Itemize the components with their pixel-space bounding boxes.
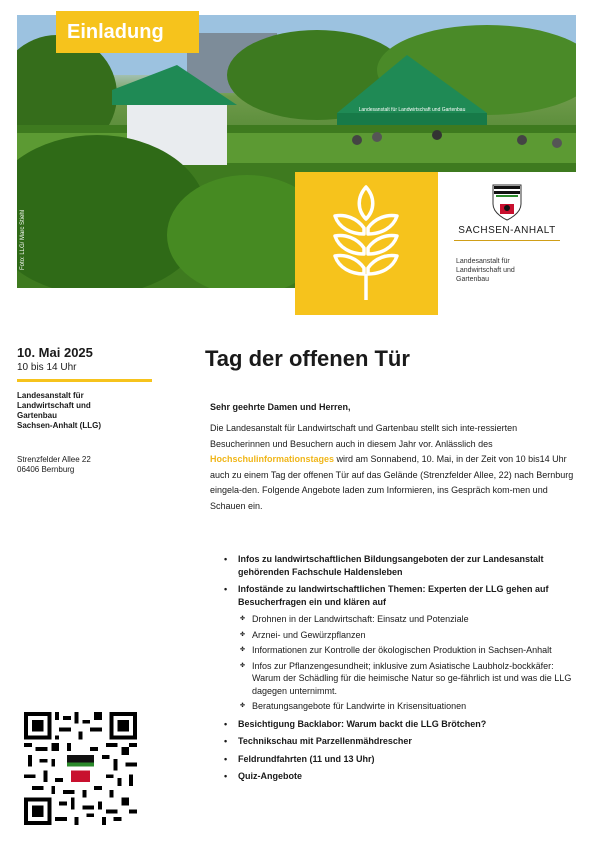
list-item-text: Quiz-Angebote [238,771,302,781]
intro-text: Die Landesanstalt für Landwirtschaft und Gartenbau stellt sich inte-ressierten Besucherinnen und Besuchern auch in diesem Jahr vor. Anlässlich des [210,423,518,449]
list-item [224,770,574,783]
address [17,455,91,475]
sub-list-item: ✤ Drohnen in der Landwirtschaft: Einsatz und Potenziale [238,613,574,626]
coat-of-arms-icon [490,182,524,222]
photo-credit: Foto: LLG/ Marc Stiehl [20,209,26,270]
list-item [224,753,574,766]
llg-logo-text [456,257,566,284]
llg-line: Gartenbau [456,276,490,283]
address-line: Strenzfelder Allee 22 [17,455,91,464]
list-item-text: Technikschau mit Parzellenmähdrescher [238,736,412,746]
sachsen-anhalt-logo-panel [438,172,576,315]
date-divider [17,379,152,382]
llg-line: Landwirtschaft und [456,267,515,274]
sub-list-item: ✤ Informationen zur Kontrolle der ökologischen Produktion in Sachsen-Anhalt [238,644,574,657]
intro-text: wird am Sonnabend, 10. Mai, in der Zeit von 10 bis14 Uhr auch zu einem Tag der offenen Tür auf das Gelände (Strenzfelder Allee, 22) nach Bernburg eingela-den. Folgende Angebote laden zum Informieren, ins Gespräch kom-men und Schauen ein. [210,454,574,511]
sachsen-anhalt-wordmark: SACHSEN-ANHALT [458,225,556,236]
org-line: Landwirtschaft und [17,401,91,410]
list-item [224,553,574,578]
offer-list [224,553,574,788]
wheat-icon [295,172,438,315]
tent-sign-text: Landesanstalt für Landwirtschaft und Gartenbau [358,107,466,113]
page-title: Tag der offenen Tür [205,346,410,371]
llg-line: Landesanstalt für [456,258,510,265]
list-item [224,735,574,748]
list-item-text: Infostände zu landwirtschaftlichen Themen: Experten der LLG gehen auf Besucherfragen ein und klären auf [238,584,549,607]
highlight-text: Hochschulinformationstages [210,454,335,464]
list-item [224,583,574,713]
list-item [224,718,574,731]
list-item-text: Infos zu landwirtschaftlichen Bildungsangeboten der zur Landesanstalt gehörenden Fachschule Haldensleben [238,554,544,577]
list-item-text: Feldrundfahrten (11 und 13 Uhr) [238,753,375,764]
sub-list-item: ✤ Beratungsangebote für Landwirte in Krisensituationen [238,700,574,713]
qr-code[interactable] [24,712,137,825]
org-line: Landesanstalt für [17,391,84,400]
intro-paragraph [210,421,575,514]
event-time: 10 bis 14 Uhr [17,362,77,373]
wordmark-divider [454,240,560,241]
sub-list-item: ✤ Infos zur Pflanzengesundheit; inklusive zum Asiatische Laubholz-bockkäfer: Warum der Schädling für die heimische Natur so ge-fährlich ist und was die LLG dagegen unternimmt. [238,660,574,698]
list-item-text: Besichtigung Backlabor: Warum backt die LLG Brötchen? [238,718,487,729]
event-date: 10. Mai 2025 [17,345,93,360]
greeting: Sehr geehrte Damen und Herren, [210,402,351,412]
org-line: Gartenbau [17,411,58,420]
sub-list-item: ✤ Arznei- und Gewürzpflanzen [238,629,574,642]
address-line: 06406 Bernburg [17,465,75,474]
wheat-logo-block [295,172,438,315]
org-line: Sachsen-Anhalt (LLG) [17,421,102,430]
invitation-badge: Einladung [56,11,199,53]
sub-list [238,613,574,713]
organization-name [17,391,147,431]
